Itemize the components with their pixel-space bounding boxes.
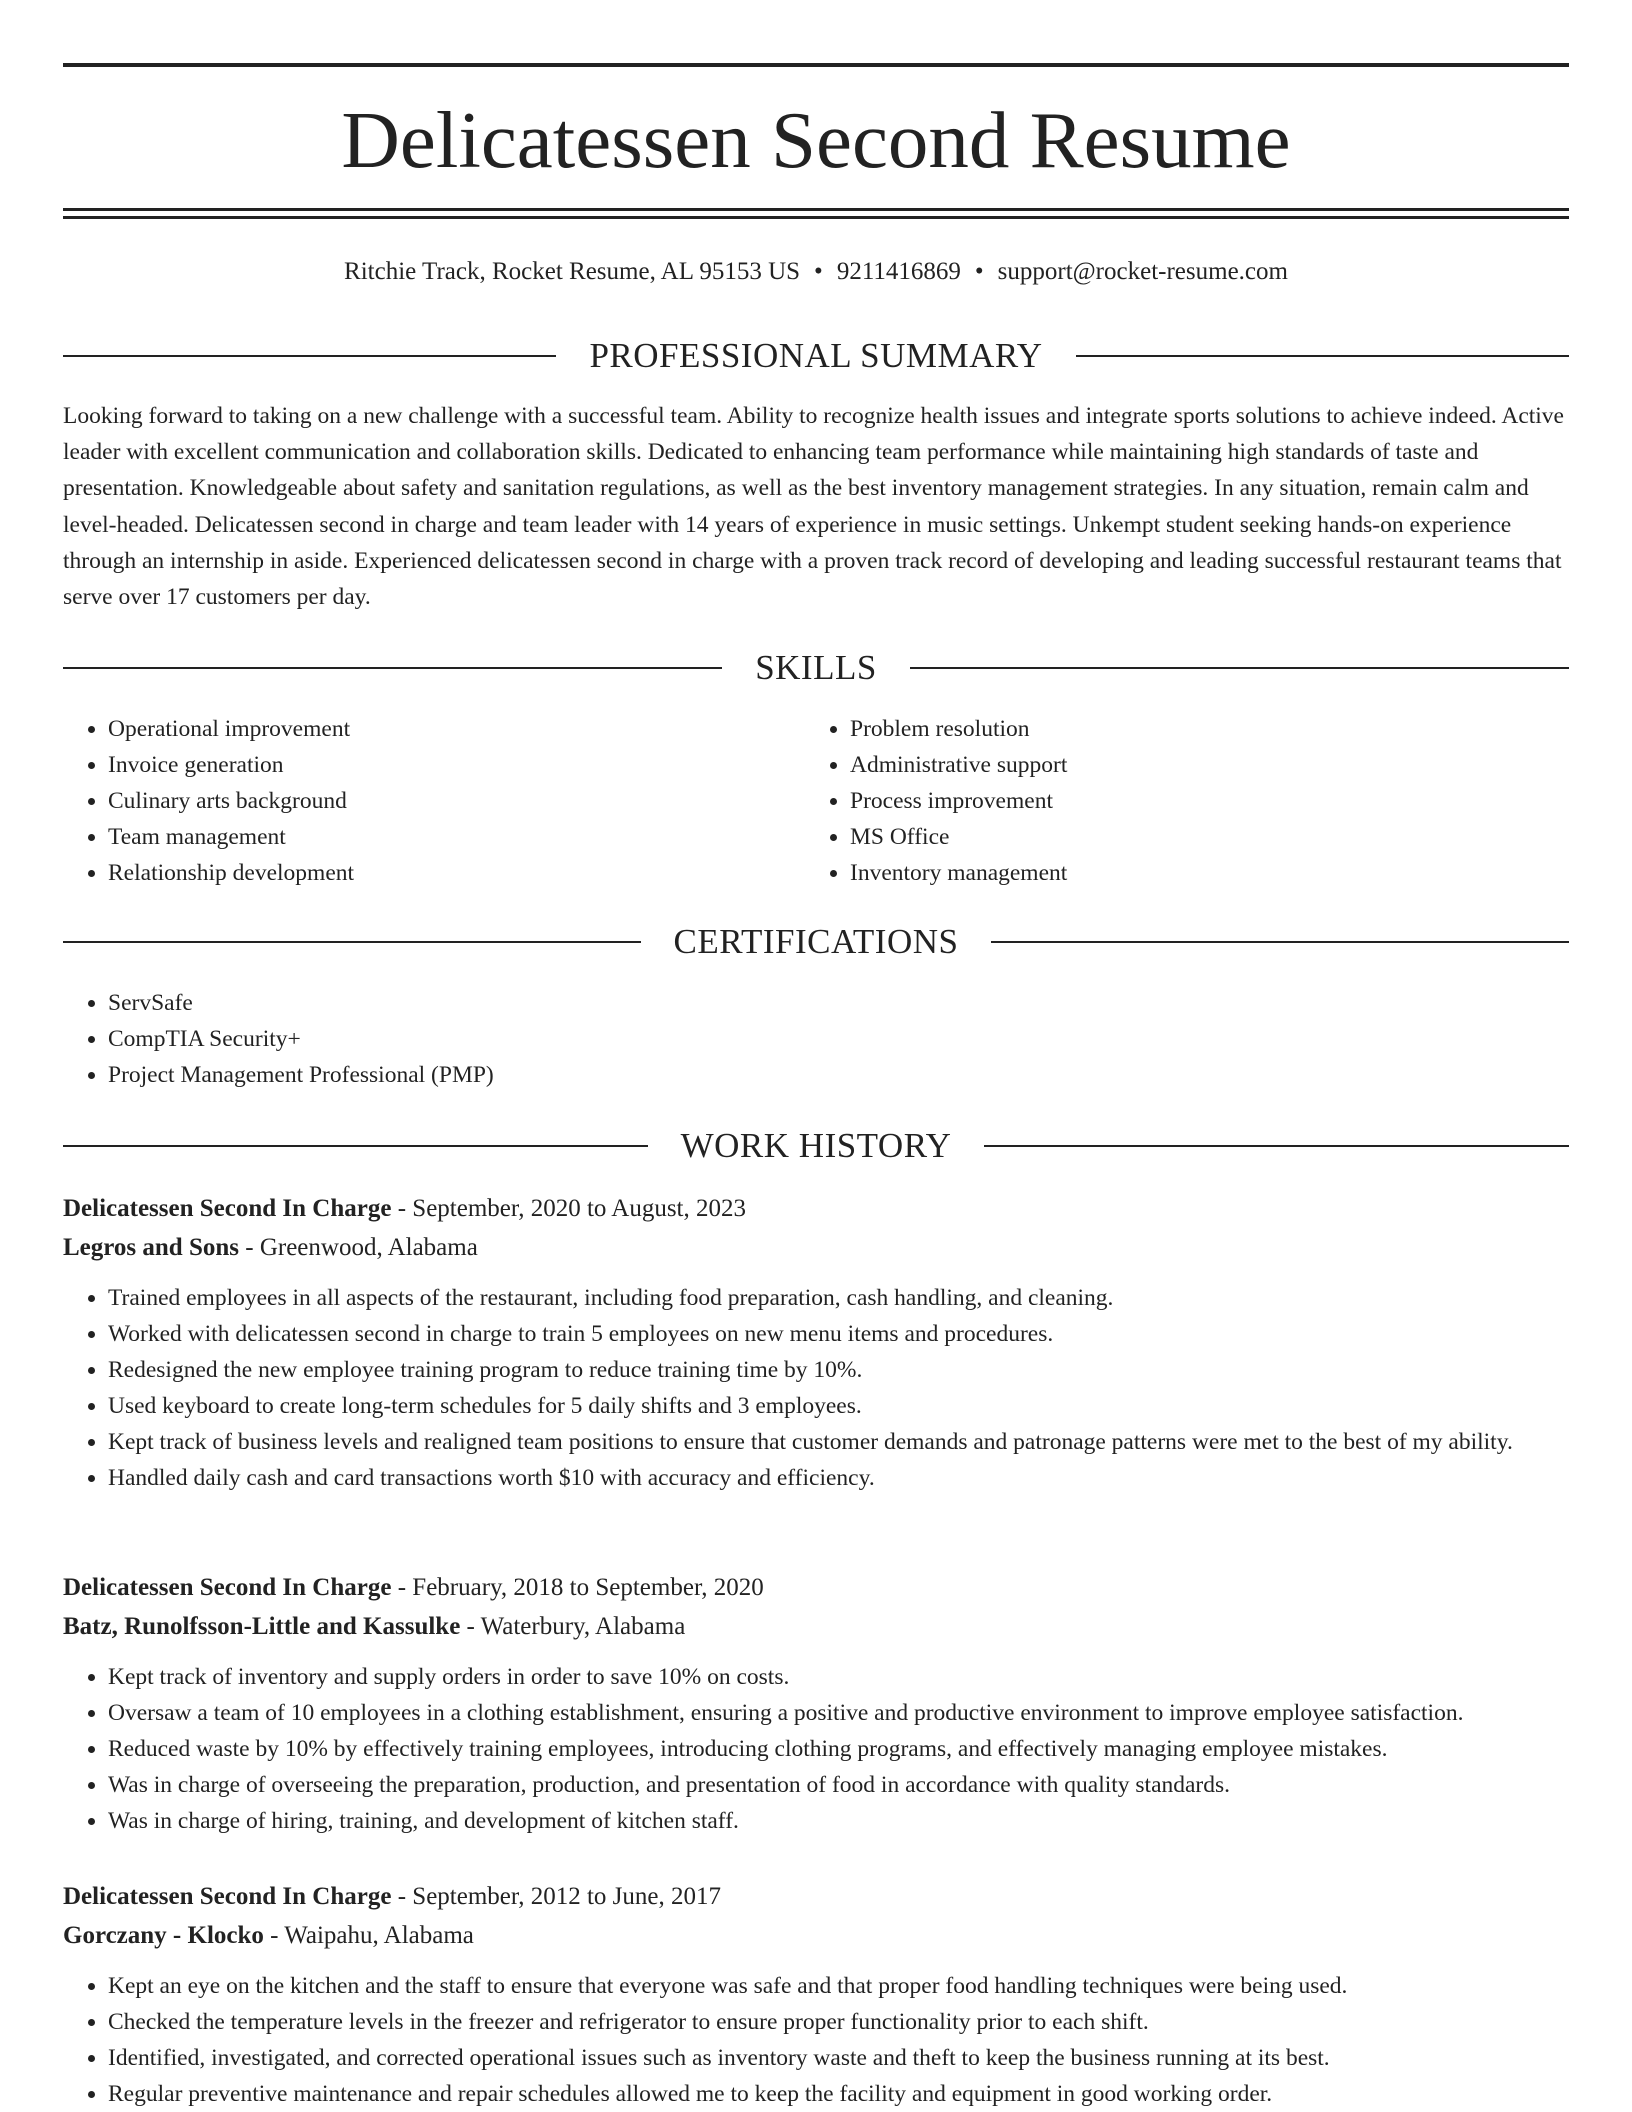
certifications-section-header	[63, 920, 1569, 964]
job-bullet: • Kept an eye on the kitchen and the staff to ensure that everyone was safe and that proper food handling techniques were being used.	[108, 1968, 1569, 2004]
skill-item: • Operational improvement	[108, 711, 805, 747]
job-bullet: • Kept track of inventory and supply orders in order to save 10% on costs.	[108, 1659, 1569, 1695]
summary-text: Looking forward to taking on a new challenge with a successful team. Ability to recognize health issues and integrate sports solutions to achieve indeed. Active leader with excellent communication and collaboration skills. Dedicated to enhancing team performance while maintaining high standards of taste and presentation. Knowledgeable about safety and sanitation regulations, as well as the best inventory management strategies. In any situation, remain calm and level-headed. Delicatessen second in charge and team leader with 14 years of experience in music settings. Unkempt student seeking hands-on experience through an internship in aside. Experienced delicatessen second in charge with a proven track record of developing and leading successful restaurant teams that serve over 17 customers per day.	[63, 403, 1564, 611]
section-rule-right	[1076, 355, 1569, 357]
job-bullet: • Kept track of business levels and realigned team positions to ensure that customer demands and patronage patterns were met to the best of my ability.	[108, 1424, 1569, 1460]
job-title-line: Delicatessen Second In Charge - September, 2012 to June, 2017	[63, 1883, 721, 1910]
section-rule-left	[63, 941, 641, 943]
job-bullets	[63, 1968, 1569, 2112]
certification-item: • CompTIA Security+	[108, 1021, 1569, 1057]
job-bullet: • Was in charge of hiring, training, and development of kitchen staff.	[108, 1803, 1569, 1839]
section-rule-left	[63, 1145, 648, 1147]
contact-phone: 9211416869	[836, 258, 961, 285]
job-entry	[63, 1191, 1569, 1496]
section-rule-right	[984, 1145, 1569, 1147]
skill-item: • Problem resolution	[850, 711, 1547, 747]
skill-item: • Administrative support	[850, 747, 1547, 783]
certification-item: • Project Management Professional (PMP)	[108, 1057, 1569, 1093]
job-title-line: Delicatessen Second In Charge - September, 2020 to August, 2023	[63, 1195, 747, 1222]
certifications-heading: CERTIFICATIONS	[673, 922, 959, 961]
job-location: Waterbury, Alabama	[480, 1613, 686, 1640]
contact-line	[63, 254, 1569, 290]
skill-item: • Inventory management	[850, 855, 1547, 891]
job-bullet: • Trained employees in all aspects of the restaurant, including food preparation, cash handling, and cleaning.	[108, 1280, 1569, 1316]
summary-heading: PROFESSIONAL SUMMARY	[589, 336, 1043, 375]
job-bullet: • Identified, investigated, and corrected operational issues such as inventory waste and theft to keep the business running at its best.	[108, 2040, 1569, 2076]
job-entry	[63, 1570, 1569, 1839]
contact-separator: •	[814, 258, 823, 285]
certification-item: • ServSafe	[108, 985, 1569, 1021]
job-dates: September, 2012 to June, 2017	[412, 1883, 721, 1910]
certifications-list	[63, 985, 1569, 1093]
section-rule-left	[63, 667, 722, 669]
skills-section-header	[63, 646, 1569, 690]
skill-item: • Relationship development	[108, 855, 805, 891]
skills-column-left	[63, 711, 805, 891]
skills-list	[63, 711, 1569, 891]
job-bullet: • Redesigned the new employee training program to reduce training time by 10%.	[108, 1352, 1569, 1388]
contact-address: Ritchie Track, Rocket Resume, AL 95153 US	[344, 258, 801, 285]
job-bullet: • Was in charge of overseeing the preparation, production, and presentation of food in accordance with quality standards.	[108, 1767, 1569, 1803]
resume-title: Delicatessen Second Resume	[341, 95, 1291, 185]
contact-email: support@rocket-resume.com	[997, 258, 1288, 285]
contact-separator: •	[974, 258, 984, 285]
job-title: Delicatessen Second In Charge	[63, 1574, 392, 1601]
job-bullet: • Regular preventive maintenance and repair schedules allowed me to keep the facility and equipment in good working order.	[108, 2076, 1569, 2112]
skill-item: • MS Office	[850, 819, 1547, 855]
job-bullet: • Used keyboard to create long-term schedules for 5 daily shifts and 3 employees.	[108, 1388, 1569, 1424]
job-location: Waipahu, Alabama	[284, 1922, 474, 1949]
job-bullet: • Handled daily cash and card transactions worth $10 with accuracy and efficiency.	[108, 1460, 1569, 1496]
work-heading: WORK HISTORY	[680, 1126, 952, 1165]
job-dates: September, 2020 to August, 2023	[412, 1195, 747, 1222]
skill-item: • Invoice generation	[108, 747, 805, 783]
summary-section-header	[63, 334, 1569, 378]
section-rule-right	[910, 667, 1569, 669]
job-title: Delicatessen Second In Charge	[63, 1195, 392, 1222]
skill-item: • Team management	[108, 819, 805, 855]
job-title: Delicatessen Second In Charge	[63, 1883, 392, 1910]
job-company: Legros and Sons	[63, 1234, 239, 1261]
skills-heading: SKILLS	[755, 648, 877, 687]
job-title-line: Delicatessen Second In Charge - February, 2018 to September, 2020	[63, 1574, 764, 1601]
section-rule-left	[63, 355, 556, 357]
section-rule-right	[991, 941, 1569, 943]
title-double-rule-lower	[63, 216, 1569, 219]
job-location: Greenwood, Alabama	[259, 1234, 478, 1261]
job-bullet: • Reduced waste by 10% by effectively training employees, introducing clothing programs, and effectively managing employee mistakes.	[108, 1731, 1569, 1767]
job-dates: February, 2018 to September, 2020	[412, 1574, 764, 1601]
job-bullet: • Checked the temperature levels in the freezer and refrigerator to ensure proper functionality prior to each shift.	[108, 2004, 1569, 2040]
job-entry	[63, 1879, 1569, 2112]
job-company-line: Legros and Sons - Greenwood, Alabama	[63, 1234, 478, 1261]
job-company: Batz, Runolfsson-Little and Kassulke	[63, 1613, 461, 1640]
job-company: Gorczany - Klocko	[63, 1922, 264, 1949]
job-bullet: • Oversaw a team of 10 employees in a clothing establishment, ensuring a positive and productive environment to improve employee satisfaction.	[108, 1695, 1569, 1731]
top-rule	[63, 63, 1569, 67]
work-section-header	[63, 1124, 1569, 1168]
job-bullets	[63, 1280, 1569, 1496]
job-bullet: • Worked with delicatessen second in charge to train 5 employees on new menu items and procedures.	[108, 1316, 1569, 1352]
skill-item: • Culinary arts background	[108, 783, 805, 819]
job-bullets	[63, 1659, 1569, 1839]
job-company-line: Batz, Runolfsson-Little and Kassulke - Waterbury, Alabama	[63, 1613, 686, 1640]
job-company-line: Gorczany - Klocko - Waipahu, Alabama	[63, 1922, 474, 1949]
skills-column-right	[805, 711, 1547, 891]
title-double-rule-upper	[63, 208, 1569, 211]
skill-item: • Process improvement	[850, 783, 1547, 819]
